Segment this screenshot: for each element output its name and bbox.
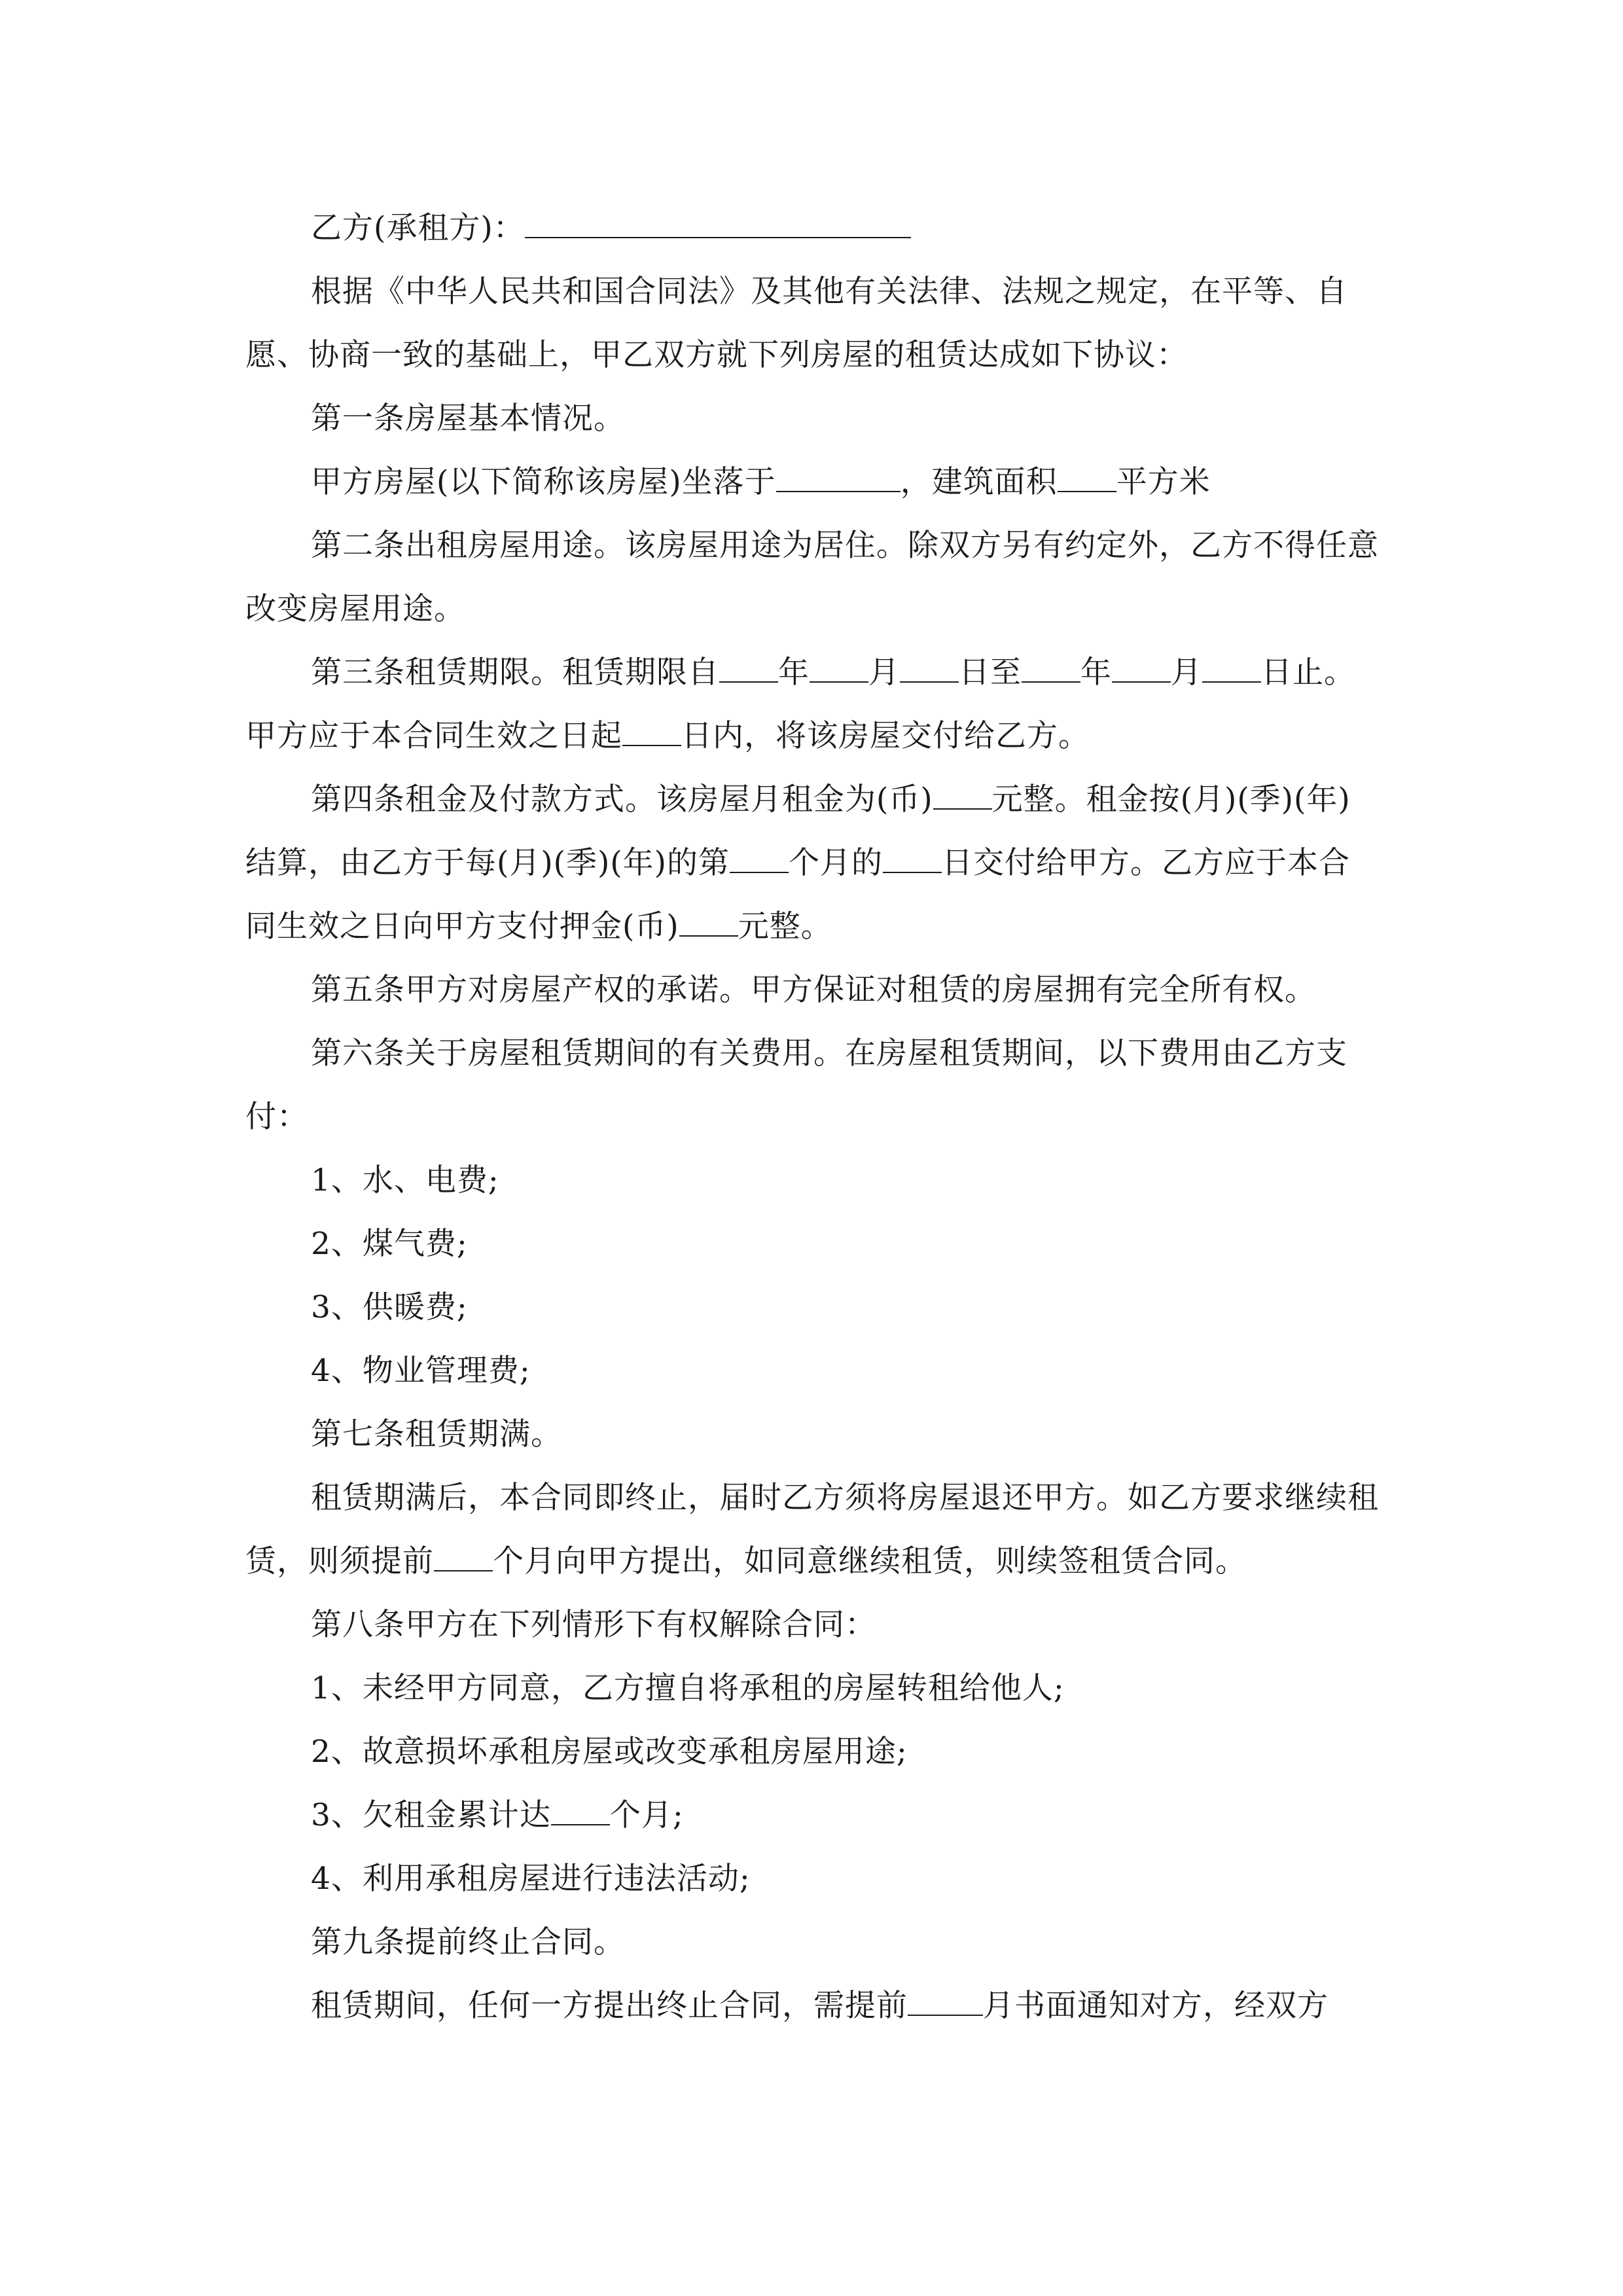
fee-item: 1、水、电费; <box>311 1162 499 1198</box>
article-4-text-d: 日交付给甲方。乙方应于本合同生效之日向甲方支付押金(币) <box>245 845 1351 944</box>
termination-notice-blank[interactable] <box>908 1988 983 2016</box>
article-9-title: 第九条提前终止合同。 <box>311 1924 625 1960</box>
article-3 <box>245 641 1381 768</box>
renewal-notice-blank[interactable] <box>434 1544 493 1571</box>
party-b-label: 乙方(承租方)： <box>311 210 525 246</box>
article-8-title: 第八条甲方在下列情形下有权解除合同： <box>311 1607 876 1643</box>
article-4-text-b: 元整。租金按(月)(季)(年)结算，由乙方于每(月)(季)(年)的第 <box>245 781 1351 881</box>
article-8-item: 2、故意损坏承租房屋或改变承租房屋用途; <box>311 1734 908 1770</box>
fee-item: 2、煤气费; <box>311 1226 468 1262</box>
article-3-text-a: 第三条租赁期限。租赁期限自 <box>311 655 719 691</box>
year-label: 年 <box>778 655 810 691</box>
end-day-blank[interactable] <box>1202 655 1261 683</box>
article-8-item: 1、未经甲方同意，乙方擅自将承租的房屋转租给他人; <box>311 1670 1065 1706</box>
area-blank[interactable] <box>1058 465 1116 492</box>
article-3-text-c: 日内，将该房屋交付给乙方。 <box>681 718 1090 754</box>
end-year-blank[interactable] <box>1022 655 1080 683</box>
article-1-title: 第一条房屋基本情况。 <box>311 401 625 437</box>
article-8-item: 4、利用承租房屋进行违法活动; <box>311 1861 751 1897</box>
article-4-text-c: 个月的 <box>789 845 883 881</box>
contract-page <box>245 196 1381 2037</box>
start-month-blank[interactable] <box>810 655 868 683</box>
start-day-blank[interactable] <box>900 655 959 683</box>
article-4-text-a: 第四条租金及付款方式。该房屋月租金为(币) <box>311 781 933 817</box>
article-8-3-text-a: 3、欠租金累计达 <box>311 1797 551 1833</box>
article-3-text-b: 甲方应于本合同生效之日起 <box>245 718 622 754</box>
article-1-text-c: 平方米 <box>1116 464 1211 500</box>
article-2: 第二条出租房屋用途。该房屋用途为居住。除双方另有约定外，乙方不得任意改变房屋用途。 <box>245 528 1379 627</box>
article-7-body <box>245 1466 1381 1593</box>
year-label: 年 <box>1080 655 1112 691</box>
month-label: 月 <box>1171 655 1202 691</box>
article-4-text-e: 元整。 <box>738 908 832 944</box>
article-5: 第五条甲方对房屋产权的承诺。甲方保证对租赁的房屋拥有完全所有权。 <box>311 972 1316 1008</box>
deposit-blank[interactable] <box>679 909 738 937</box>
payment-day-blank[interactable] <box>883 846 942 873</box>
article-7-title: 第七条租赁期满。 <box>311 1416 562 1452</box>
delivery-days-blank[interactable] <box>622 719 681 746</box>
day-to-label: 日至 <box>959 655 1022 691</box>
party-b-line <box>245 196 1381 260</box>
article-1-body <box>245 450 1381 514</box>
start-year-blank[interactable] <box>719 655 778 683</box>
article-4 <box>245 768 1381 958</box>
monthly-rent-blank[interactable] <box>933 782 992 810</box>
article-7-text-b: 个月向甲方提出，如同意继续租赁，则续签租赁合同。 <box>493 1543 1247 1579</box>
article-8-3-text-b: 个月; <box>609 1797 684 1833</box>
article-9-text-b: 月书面通知对方，经双方 <box>983 1988 1329 2024</box>
intro-paragraph: 根据《中华人民共和国合同法》及其他有关法律、法规之规定，在平等、自愿、协商一致的基础上，甲乙双方就下列房屋的租赁达成如下协议： <box>245 274 1347 373</box>
payment-month-blank[interactable] <box>730 846 789 873</box>
arrears-months-blank[interactable] <box>551 1798 610 1825</box>
article-1-text-b: ，建筑面积 <box>900 464 1058 500</box>
month-label: 月 <box>868 655 900 691</box>
article-8-item <box>245 1784 1381 1847</box>
article-9-body <box>245 1974 1381 2037</box>
article-7-text-a: 租赁期满后，本合同即终止，届时乙方须将房屋退还甲方。如乙方要求继续租赁，则须提前 <box>245 1480 1379 1579</box>
party-b-blank[interactable] <box>525 211 911 238</box>
article-6: 第六条关于房屋租赁期间的有关费用。在房屋租赁期间，以下费用由乙方支付： <box>245 1035 1347 1135</box>
end-month-blank[interactable] <box>1112 655 1171 683</box>
location-blank[interactable] <box>776 465 901 492</box>
article-1-text-a: 甲方房屋(以下简称该房屋)坐落于 <box>311 464 776 500</box>
day-end-label: 日止。 <box>1261 655 1355 691</box>
fee-item: 3、供暖费; <box>311 1289 468 1325</box>
article-9-text-a: 租赁期间，任何一方提出终止合同，需提前 <box>311 1988 908 2024</box>
fee-item: 4、物业管理费; <box>311 1353 531 1389</box>
